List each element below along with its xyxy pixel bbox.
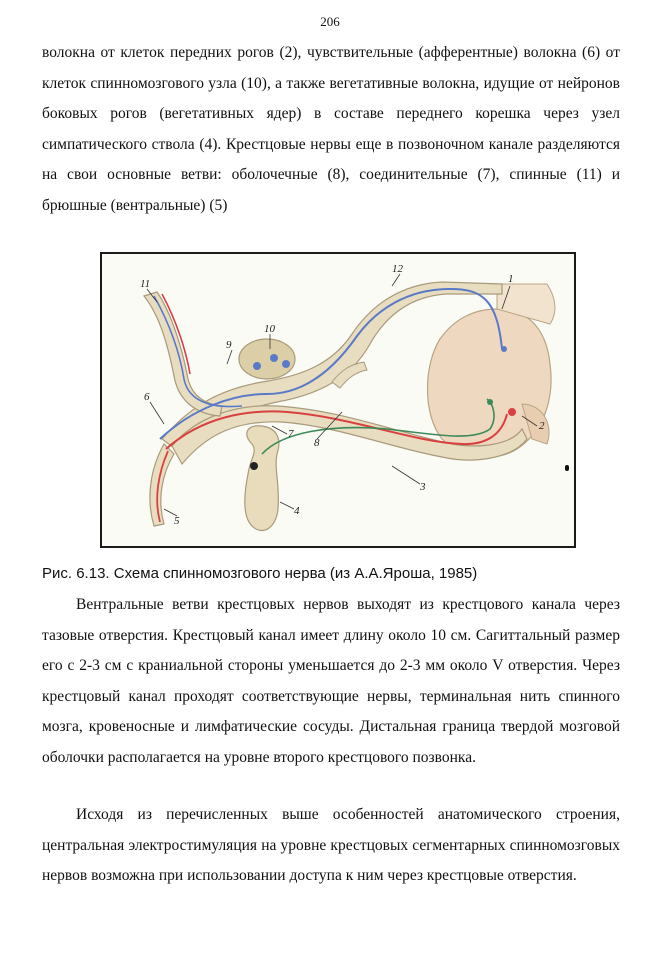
scan-mark xyxy=(565,465,569,471)
nerve-dorsal-branch xyxy=(144,292,222,416)
label-1: 1 xyxy=(508,273,514,285)
dorsal-horn-cells xyxy=(501,346,507,352)
label-11: 11 xyxy=(140,278,151,290)
spinal-nerve-figure xyxy=(100,252,576,548)
label-6: 6 xyxy=(144,391,150,403)
label-7: 7 xyxy=(288,428,294,440)
label-4: 4 xyxy=(294,505,300,517)
label-3: 3 xyxy=(420,481,426,493)
spinal-ganglion xyxy=(239,339,295,379)
label-2: 2 xyxy=(539,420,545,432)
anterior-horn-cell xyxy=(508,408,516,416)
ganglion-cell-2 xyxy=(270,354,278,362)
label-9: 9 xyxy=(226,339,232,351)
ganglion-cell-1 xyxy=(253,362,261,370)
paragraph-1: волокна от клеток передних рогов (2), чувствительные (афферентные) волокна (6) от клеток спинномозгового узла (10), а также вегетативные волокна, идущие от нейронов боковых рогов (вегетативных ядер) в составе переднего корешка через узел симпатического ствола (4). Крестцовые нервы еще в позвоночном канале разделяются на свои основные ветви: оболочечные (8), соединительные (7), спинные (11) и брюшные (вентральные) (5) xyxy=(42,44,620,214)
label-12: 12 xyxy=(392,263,403,275)
label-10: 10 xyxy=(264,323,275,335)
paragraph-3: Исходя из перечисленных выше особенностей анатомического строения, центральная электростимуляция на уровне крестцовых сегментарных спинномозговых нервов возможна при использовании доступа к ним через крестцовые отверстия. xyxy=(42,806,620,885)
figure-caption: Рис. 6.13. Схема спинномозгового нерва (из А.А.Яроша, 1985) xyxy=(42,565,478,582)
page-number: 206 xyxy=(320,14,340,29)
lateral-horn-cell xyxy=(487,399,493,405)
label-8: 8 xyxy=(314,437,320,449)
nerve-ventral-branch xyxy=(150,444,174,526)
sympathetic-cell xyxy=(250,462,258,470)
ganglion-cell-3 xyxy=(282,360,290,368)
paragraph-2: Вентральные ветви крестцовых нервов выходят из крестцового канала через тазовые отверстия. Крестцовый канал имеет длину около 10 см. Сагиттальный размер его с 2-3 см с краниальной стороны уменьшается до 2-3 мм около V отверстия. Через крестцовый канал проходят соответствующие нервы, терминальная нить спинного мозга, кровеносные и лимфатические сосуды. Дистальная граница твердой мозговой оболочки располагается на уровне второго крестцового позвонка. xyxy=(42,596,620,766)
spinal-nerve-diagram xyxy=(102,254,574,546)
label-5: 5 xyxy=(174,515,180,527)
sympathetic-node xyxy=(245,426,279,531)
